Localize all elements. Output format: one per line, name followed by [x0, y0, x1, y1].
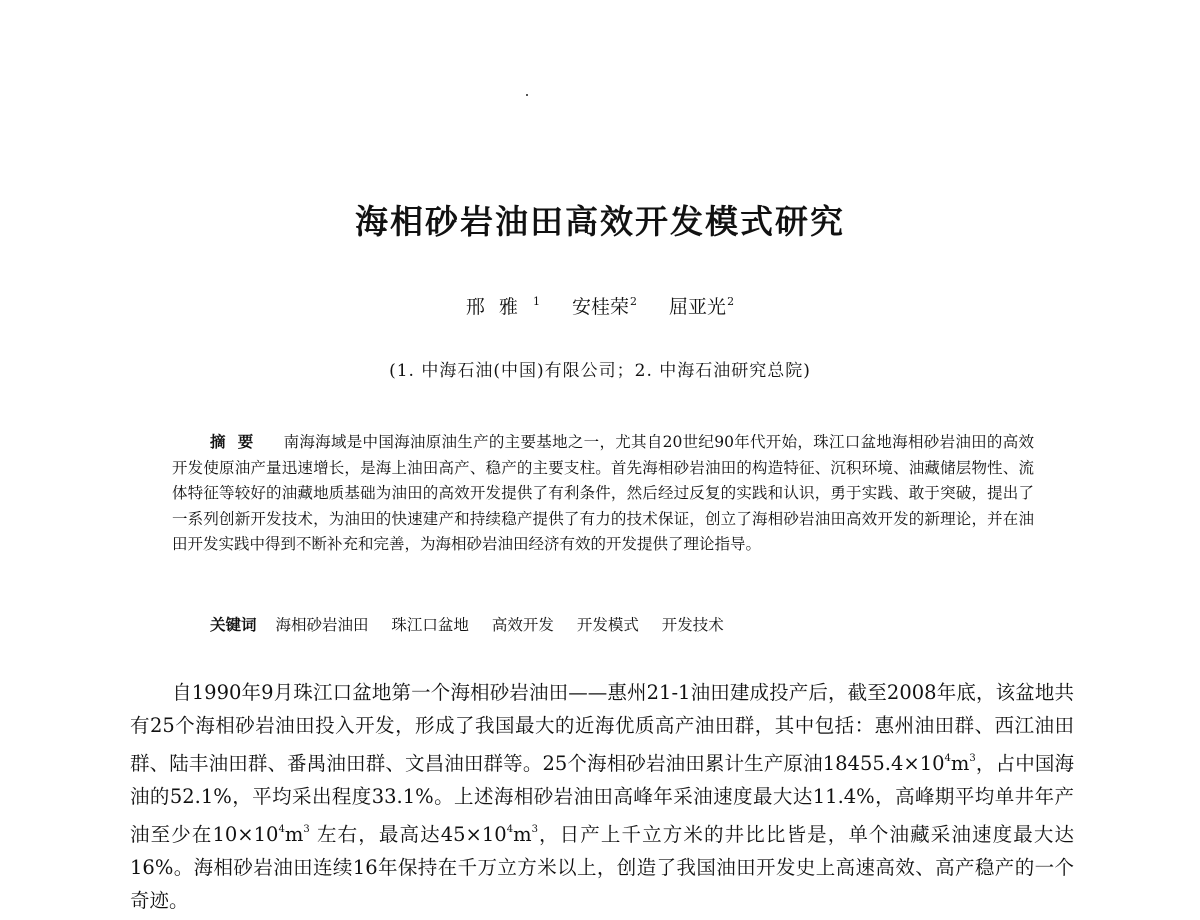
author-name: 屈亚光 — [669, 296, 727, 318]
keyword: 高效开发 — [491, 616, 554, 634]
author-name: 邢雅 — [465, 296, 532, 318]
author — [572, 292, 637, 319]
keywords-label: 关键词 — [210, 616, 257, 634]
keyword: 海相砂岩油田 — [275, 616, 369, 634]
abstract — [172, 430, 1034, 558]
author — [466, 292, 540, 319]
keywords — [210, 613, 742, 635]
author-affiliation-mark: 1 — [532, 295, 540, 308]
scan-dot — [526, 94, 528, 96]
author — [669, 292, 734, 319]
abstract-label: 摘要 — [210, 433, 266, 451]
keyword: 开发模式 — [576, 616, 639, 634]
keyword: 开发技术 — [661, 616, 724, 634]
affiliation: (1. 中海石油(中国)有限公司；2. 中海石油研究总院) — [389, 361, 811, 381]
author-affiliation-mark: 2 — [630, 295, 637, 308]
paper-title: 海相砂岩油田高效开发模式研究 — [355, 202, 845, 241]
author-affiliation-mark: 2 — [727, 295, 735, 308]
abstract-text: 南海海域是中国海油原油生产的主要基地之一，尤其自20世纪90年代开始，珠江口盆地海相砂岩油田的高效开发使原油产量迅速增长，是海上油田高产、稳产的主要支柱。首先海相砂岩油田的构造特征、沉积环境、油藏储层物性、流体特征等较好的油藏地质基础为油田的高效开发提供了有利条件，然后经过反复的实践和认识，勇于实践、敢于突破，提出了一系列创新开发技术，为油田的快速建产和持续稳产提供了有力的技术保证，创立了海相砂岩油田高效开发的新理论，并在油田开发实践中得到不断补充和完善，为海相砂岩油田经济有效的开发提供了理论指导。 — [172, 433, 1034, 554]
body-paragraph: 自1990年9月珠江口盆地第一个海相砂岩油田——惠州21-1油田建成投产后，截至2008年底，该盆地共有25个海相砂岩油田投入开发，形成了我国最大的近海优质高产油田群，其中包括：惠州油田群、西江油田群、陆丰油田群、番禺油田群、文昌油田群等。25个海相砂岩油田累计生产原油$18455.4\times 10^4m^3$，占中国海油的52.1%，平均采出程度33.1%。上述海相砂岩油田高峰年采油速度最大达11.4%，高峰期平均单井年产油至少在$10\times 10^4m^3$ 左右，最高达$45\times 10^4m^3$，日产上千立方米的井比比皆是，单个油藏采油速度最大达16%。海相砂岩油田连续16年保持在千万立方米以上，创造了我国油田开发史上高速高效、高产稳产的一个奇迹。 — [130, 681, 1074, 912]
keyword: 珠江口盆地 — [391, 616, 469, 634]
author-list — [0, 292, 1200, 319]
author-name: 安桂荣 — [571, 296, 629, 318]
